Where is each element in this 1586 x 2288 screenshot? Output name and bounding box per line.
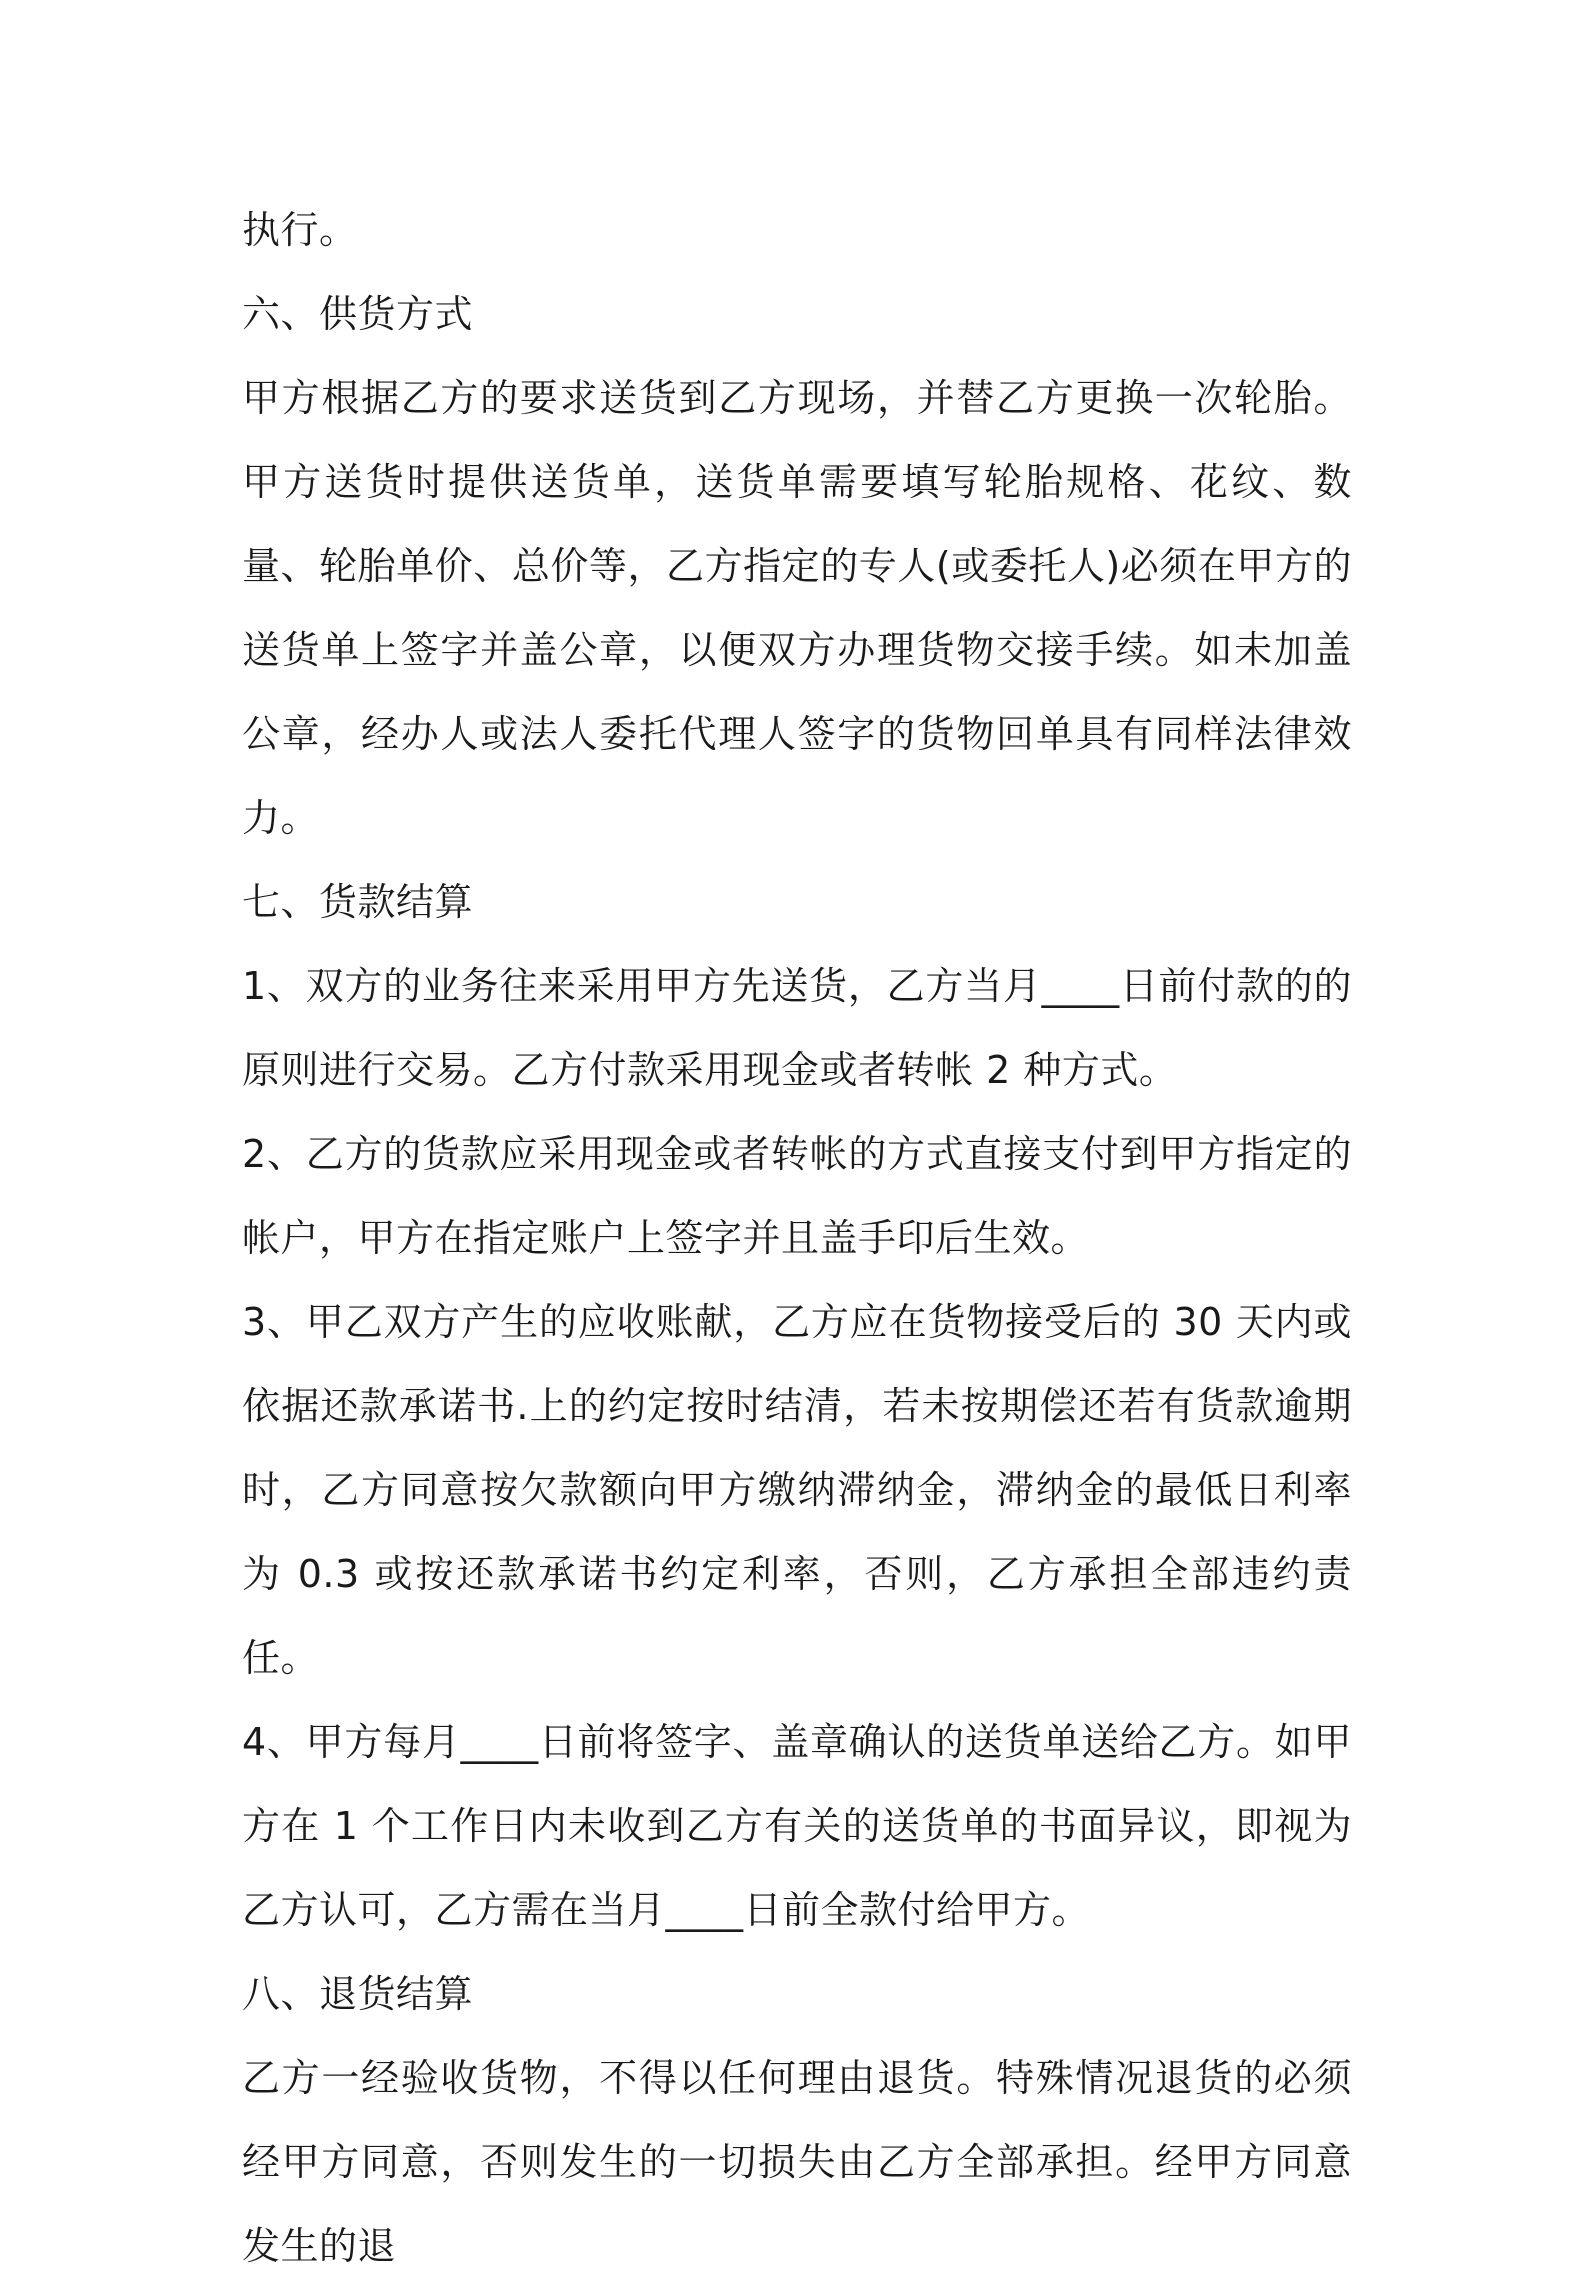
paragraph-payment-clause-3: 3、甲乙双方产生的应收账献，乙方应在货物接受后的 30 天内或依据还款承诺书.上的约定按时结清，若未按期偿还若有货款逾期时，乙方同意按欠款额向甲方缴纳滞纳金，滞纳金的最低日利率为 0.3 或按还款承诺书约定利率，否则，乙方承担全部违约责任。 <box>242 1300 1352 1680</box>
section-heading-payment-settlement: 七、货款结算 <box>242 880 474 924</box>
paragraph-return-settlement: 乙方一经验收货物，不得以任何理由退货。特殊情况退货的必须经甲方同意，否则发生的一切损失由乙方全部承担。经甲方同意发生的退 <box>242 2056 1352 2268</box>
paragraph-payment-clause-2: 2、乙方的货款应采用现金或者转帐的方式直接支付到甲方指定的帐户，甲方在指定账户上签字并且盖手印后生效。 <box>242 1132 1352 1260</box>
paragraph-payment-clause-1: 1、双方的业务往来采用甲方先送货，乙方当月____日前付款的的原则进行交易。乙方付款采用现金或者转帐 2 种方式。 <box>242 964 1352 1092</box>
paragraph-continuation: 执行。 <box>242 208 358 252</box>
section-heading-return-settlement: 八、退货结算 <box>242 1972 474 2016</box>
paragraph-supply-method: 甲方根据乙方的要求送货到乙方现场，并替乙方更换一次轮胎。甲方送货时提供送货单，送货单需要填写轮胎规格、花纹、数量、轮胎单价、总价等，乙方指定的专人(或委托人)必须在甲方的送货单上签字并盖公章，以便双方办理货物交接手续。如未加盖公章，经办人或法人委托代理人签字的货物回单具有同样法律效力。 <box>242 376 1352 840</box>
section-heading-supply-method: 六、供货方式 <box>242 292 474 336</box>
document-body <box>242 188 1352 2288</box>
paragraph-payment-clause-4: 4、甲方每月____日前将签字、盖章确认的送货单送给乙方。如甲方在 1 个工作日内未收到乙方有关的送货单的书面异议，即视为乙方认可，乙方需在当月____日前全款付给甲方。 <box>242 1720 1352 1932</box>
